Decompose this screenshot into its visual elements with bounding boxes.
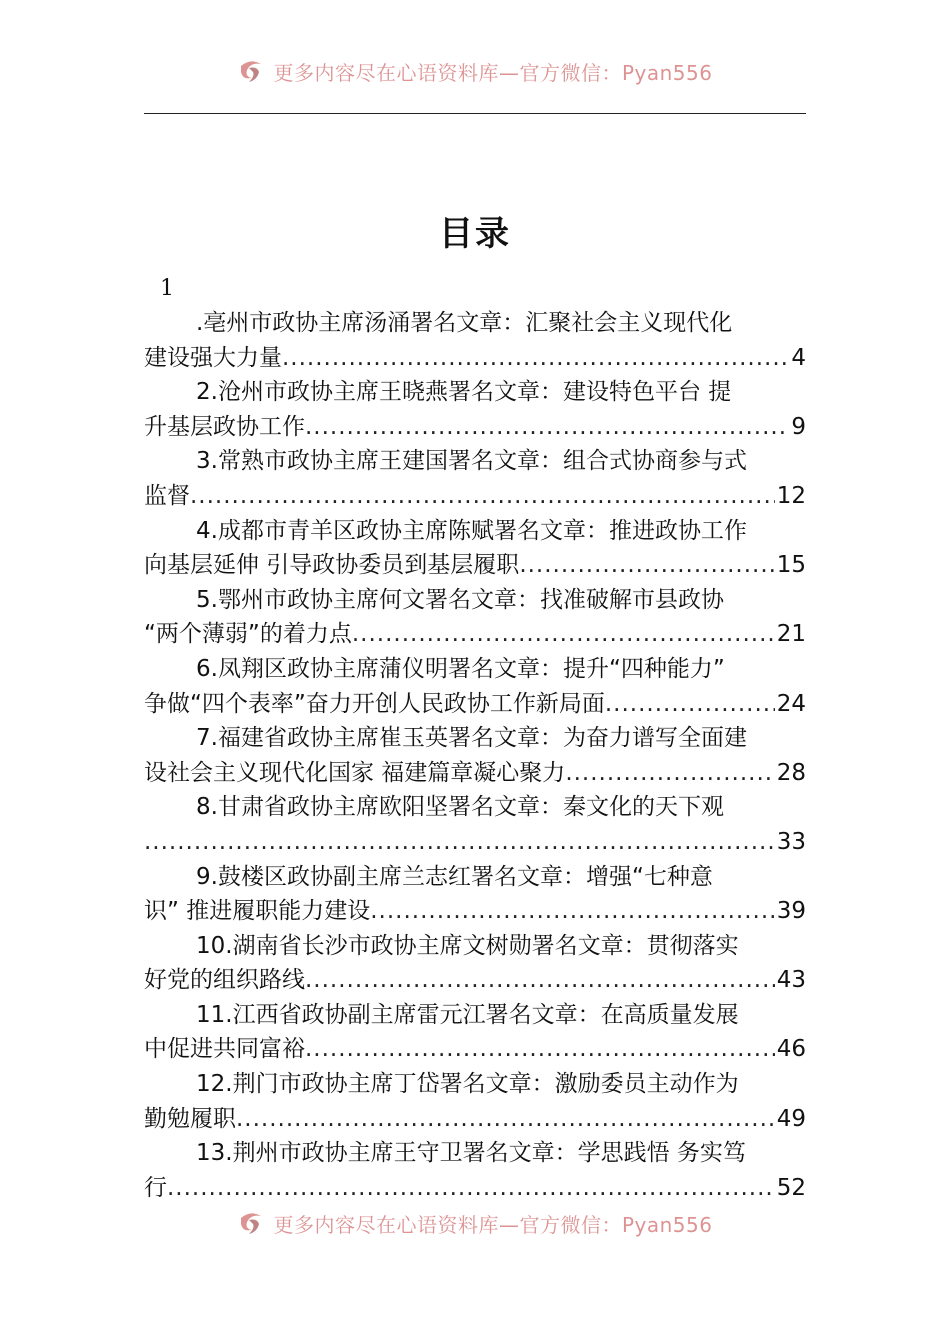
- toc-entry[interactable]: [144, 583, 806, 652]
- toc-entry-title-continuation: 中促进共同富裕: [144, 1036, 305, 1063]
- page-title: 目录: [439, 214, 511, 254]
- toc-entry[interactable]: [144, 306, 806, 375]
- dot-leader: [352, 617, 775, 652]
- toc-entry-title-continuation: 向基层延伸 引导政协委员到基层履职: [144, 552, 520, 579]
- toc-entry-title-line2: [144, 756, 806, 791]
- toc-entry-title-line2: [144, 548, 806, 583]
- toc-lead-number: 1: [160, 276, 174, 301]
- toc-entry[interactable]: [144, 721, 806, 790]
- toc-entry-title-continuation: 勤勉履职: [144, 1105, 236, 1132]
- toc-entry[interactable]: [144, 790, 806, 859]
- toc-entry-title-line2: [144, 963, 806, 998]
- dot-leader: [305, 963, 775, 998]
- dot-leader: [305, 410, 789, 445]
- toc-entry[interactable]: [144, 652, 806, 721]
- page-number: 12: [776, 482, 806, 509]
- logo-icon: [237, 58, 265, 84]
- page-number: 21: [776, 621, 806, 648]
- dot-leader: [565, 756, 774, 791]
- toc-entry-title-line1: 11.江西省政协副主席雷元江署名文章：在高质量发展: [196, 1001, 739, 1028]
- dot-leader: [370, 894, 774, 929]
- page-number: 49: [776, 1105, 806, 1132]
- toc-entry[interactable]: [144, 514, 806, 583]
- toc-entry-title-continuation: 行: [144, 1174, 167, 1201]
- page-number: 24: [776, 690, 806, 717]
- toc-entry-title-line1: 13.荆州市政协主席王守卫署名文章：学思践悟 务实笃: [196, 1140, 746, 1167]
- toc-entry-title-continuation: 好党的组织路线: [144, 967, 305, 994]
- page-number: 28: [776, 759, 806, 786]
- toc-entry[interactable]: [144, 1136, 806, 1205]
- toc-entry-title-line2: [144, 479, 806, 514]
- toc-entry-title-line1: 12.荆门市政协主席丁岱署名文章：激励委员主动作为: [196, 1071, 739, 1098]
- logo-icon: [237, 1210, 265, 1236]
- table-of-contents: [144, 272, 806, 1205]
- page-number: 46: [776, 1036, 806, 1063]
- header-rule: [144, 113, 806, 114]
- footer-watermark: [0, 1208, 950, 1238]
- toc-entry-title-line1: .亳州市政协主席汤涌署名文章：汇聚社会主义现代化: [196, 310, 733, 336]
- toc-entry-title-line1: 7.福建省政协主席崔玉英署名文章：为奋力谱写全面建: [196, 725, 747, 752]
- toc-entry-title-continuation: 设社会主义现代化国家 福建篇章凝心聚力: [144, 759, 566, 786]
- toc-entry-title-line1: 2.沧州市政协主席王晓燕署名文章：建设特色平台 提: [196, 379, 732, 406]
- page-number: 39: [776, 898, 806, 925]
- page-number: 43: [776, 967, 806, 994]
- toc-entry-title-continuation: 升基层政协工作: [144, 413, 305, 440]
- toc-entry-title-line2: [144, 1032, 806, 1067]
- header-watermark: [0, 56, 950, 86]
- toc-entry-title-continuation: 争做“四个表率”奋力开创人民政协工作新局面: [144, 690, 605, 717]
- toc-entry-title-continuation: 建设强大力量: [144, 344, 282, 371]
- toc-entry-title-line2: [144, 825, 806, 860]
- toc-entry[interactable]: [144, 860, 806, 929]
- dot-leader: [305, 1032, 775, 1067]
- toc-entry[interactable]: [144, 375, 806, 444]
- toc-entry-title-line2: [144, 410, 806, 445]
- dot-leader: [282, 341, 789, 376]
- toc-entry-title-line1: 6.凤翔区政协主席蒲仪明署名文章：提升“四种能力”: [196, 655, 725, 682]
- page-number: 52: [776, 1174, 806, 1201]
- toc-entry-title-line2: [144, 341, 806, 376]
- toc-entry-title-line1: 3.常熟市政协主席王建国署名文章：组合式协商参与式: [196, 448, 747, 475]
- toc-entry-title-continuation: “两个薄弱”的着力点: [144, 621, 352, 648]
- watermark-text: 更多内容尽在心语资料库—官方微信：Pyan556: [273, 1212, 713, 1237]
- toc-entry-title-line1: 9.鼓楼区政协副主席兰志红署名文章：增强“七种意: [196, 863, 713, 890]
- watermark-text: 更多内容尽在心语资料库—官方微信：Pyan556: [273, 60, 713, 85]
- toc-entry-title-continuation: 监督: [144, 482, 190, 509]
- toc-entry-title-line2: [144, 894, 806, 929]
- toc-entry[interactable]: [144, 444, 806, 513]
- dot-leader: [190, 479, 775, 514]
- dot-leader: [167, 1171, 775, 1206]
- toc-entry[interactable]: [144, 998, 806, 1067]
- toc-entry[interactable]: [144, 1067, 806, 1136]
- dot-leader: [605, 687, 775, 722]
- toc-entry-title-continuation: 识” 推进履职能力建设: [144, 898, 371, 925]
- toc-entry-title-line1: 5.鄂州市政协主席何文署名文章：找准破解市县政协: [196, 586, 724, 613]
- page-number: 4: [791, 344, 806, 371]
- toc-entry[interactable]: [144, 929, 806, 998]
- page-number: 9: [791, 413, 806, 440]
- dot-leader: [236, 1102, 775, 1137]
- dot-leader: [144, 825, 775, 860]
- toc-entry-title-line2: [144, 687, 806, 722]
- toc-entry-title-line1: 10.湖南省长沙市政协主席文树勋署名文章：贯彻落实: [196, 932, 739, 959]
- toc-entry-title-line2: [144, 1102, 806, 1137]
- dot-leader: [519, 548, 774, 583]
- toc-entry-title-line1: 4.成都市青羊区政协主席陈赋署名文章：推进政协工作: [196, 517, 747, 544]
- page-number: 33: [776, 828, 806, 855]
- page-number: 15: [776, 552, 806, 579]
- toc-entry-title-line2: [144, 1171, 806, 1206]
- toc-entry-title-line2: [144, 617, 806, 652]
- toc-entry-title-line1: 8.甘肃省政协主席欧阳坚署名文章：秦文化的天下观: [196, 794, 724, 821]
